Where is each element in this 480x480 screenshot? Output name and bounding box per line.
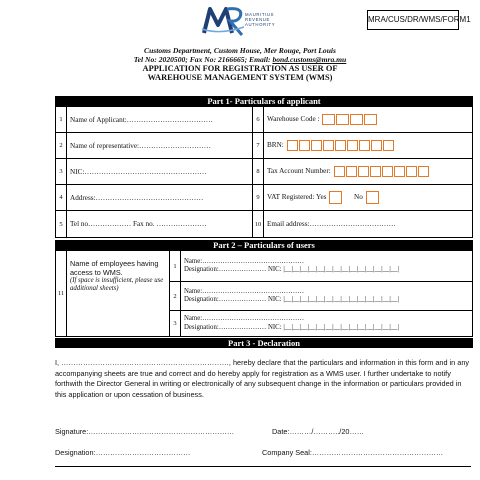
field-number: 7: [253, 133, 264, 159]
user-designation-nic-field[interactable]: [184, 324, 469, 333]
address-field[interactable]: Address:………………………………………: [67, 185, 253, 211]
user-entry[interactable]: [181, 282, 473, 311]
vat-registered-field: [264, 185, 473, 211]
brn-field[interactable]: [264, 133, 473, 159]
logo-line-2: REVENUE: [245, 17, 270, 22]
part2-table: [55, 250, 473, 337]
part1-row: [56, 133, 473, 159]
signature-field[interactable]: Signature:……………………………………………………: [55, 427, 235, 436]
form-reference: MRA/CUS/DR/WMS/FORM1: [367, 10, 459, 30]
part1-table: [55, 106, 473, 238]
users-label-cell: [67, 251, 170, 337]
logo-text: [245, 12, 275, 27]
mra-logo-mark: [200, 3, 246, 37]
field-number: 3: [56, 159, 67, 185]
part3-heading: Part 3 - Declaration: [55, 338, 473, 348]
email-address-field[interactable]: Email address:………………………………: [264, 211, 473, 238]
vat-no-label: No: [354, 193, 363, 202]
form-title-line-2: WAREHOUSE MANAGEMENT SYSTEM (WMS): [147, 73, 333, 82]
user-designation-label: Designation:………………… NIC:: [184, 266, 282, 273]
user-designation-label: Designation:………………… NIC:: [184, 296, 282, 303]
users-note: (If space is insufficient, please use additional sheets): [70, 277, 164, 292]
vat-yes-label: VAT Registered: Yes: [267, 193, 327, 202]
user-number: 3: [170, 311, 181, 337]
user-nic-boxes[interactable]: |__|__|__|__|__|__|__|__|__|__|__|__|__|__|: [283, 323, 399, 331]
field-number: 10: [253, 211, 264, 238]
warehouse-code-label: Warehouse Code :: [267, 115, 320, 124]
logo-line-1: MAURITIUS: [245, 12, 275, 17]
user-nic-boxes[interactable]: |__|__|__|__|__|__|__|__|__|__|__|__|__|__|: [283, 266, 399, 273]
form-title-line-1: APPLICATION FOR REGISTRATION AS USER OF: [142, 64, 338, 73]
field-number: 8: [253, 159, 264, 185]
header-email-link[interactable]: bond.customs@mra.mu: [272, 55, 347, 64]
date-field[interactable]: Date:………/………../20……: [272, 427, 365, 436]
field-number: 4: [56, 185, 67, 211]
user-nic-boxes[interactable]: |__|__|__|__|__|__|__|__|__|__|__|__|__|__|: [283, 296, 399, 303]
user-name-field[interactable]: Name:………………………………………: [184, 287, 305, 295]
users-label: Name of employees having access to WMS.: [70, 259, 159, 277]
field-number: 11: [56, 251, 67, 337]
field-number: 9: [253, 185, 264, 211]
brn-label: BRN:: [267, 141, 284, 150]
tax-account-field[interactable]: [264, 159, 473, 185]
field-number: 6: [253, 107, 264, 133]
logo-line-3: AUTHORITY: [245, 22, 276, 27]
user-designation-nic-field[interactable]: [184, 296, 469, 305]
part2-heading: Part 2 – Particulars of users: [55, 240, 473, 250]
user-row: [56, 251, 473, 282]
applicant-name-field[interactable]: Name of Applicant:………………………………: [67, 107, 253, 133]
vat-no-checkbox[interactable]: [366, 191, 379, 204]
warehouse-code-boxes[interactable]: [321, 115, 377, 123]
user-name-field[interactable]: Name:………………………………………: [184, 315, 305, 322]
brn-boxes[interactable]: [286, 141, 394, 149]
user-designation-nic-field[interactable]: [184, 266, 469, 275]
nic-field[interactable]: NIC:……………………………………………: [67, 159, 253, 185]
designation-field[interactable]: Designation:…………………………………: [55, 448, 191, 457]
part1-row: [56, 159, 473, 185]
header-address: Customs Department, Custom House, Mer Rouge, Port Louis: [144, 46, 336, 55]
bottom-divider: [55, 466, 471, 467]
part1-heading: Part 1- Particulars of applicant: [55, 96, 473, 106]
part1-row: [56, 107, 473, 133]
user-entry[interactable]: [181, 251, 473, 282]
header-contact: [0, 55, 480, 64]
tax-account-boxes[interactable]: [333, 167, 429, 175]
user-number: 2: [170, 282, 181, 311]
user-number: 1: [170, 251, 181, 282]
part1-row: [56, 211, 473, 238]
warehouse-code-field[interactable]: [264, 107, 473, 133]
header-contact-text: Tel No: 2020500; Fax No: 2166665; Email:: [133, 55, 273, 64]
field-number: 2: [56, 133, 67, 159]
field-number: 5: [56, 211, 67, 238]
user-name-field[interactable]: Name:………………………………………: [184, 257, 305, 265]
vat-yes-checkbox[interactable]: [329, 191, 342, 204]
field-number: 1: [56, 107, 67, 133]
user-entry[interactable]: [181, 311, 473, 337]
mra-logo: [200, 3, 292, 37]
part1-row: [56, 185, 473, 211]
representative-name-field[interactable]: Name of representative:…………………………: [67, 133, 253, 159]
user-designation-label: Designation:………………… NIC:: [184, 323, 282, 331]
declaration-text: I, ……………………………………………………………, hereby declare that the particulars and information in this form and in any accompanying sheets are true and correct and do hereby apply for registration as a WMS user. I further undertake to notify forthwith the Director General in writing or electronically of any subsequent change in the information or particulars provided in this application or upon cessation of business.: [55, 358, 470, 399]
tax-account-label: Tax Account Number:: [267, 167, 331, 176]
tel-fax-field[interactable]: Tel no……………… Fax no. …………………: [67, 211, 253, 238]
company-seal-field[interactable]: Company Seal:………………………………………………: [262, 448, 444, 457]
